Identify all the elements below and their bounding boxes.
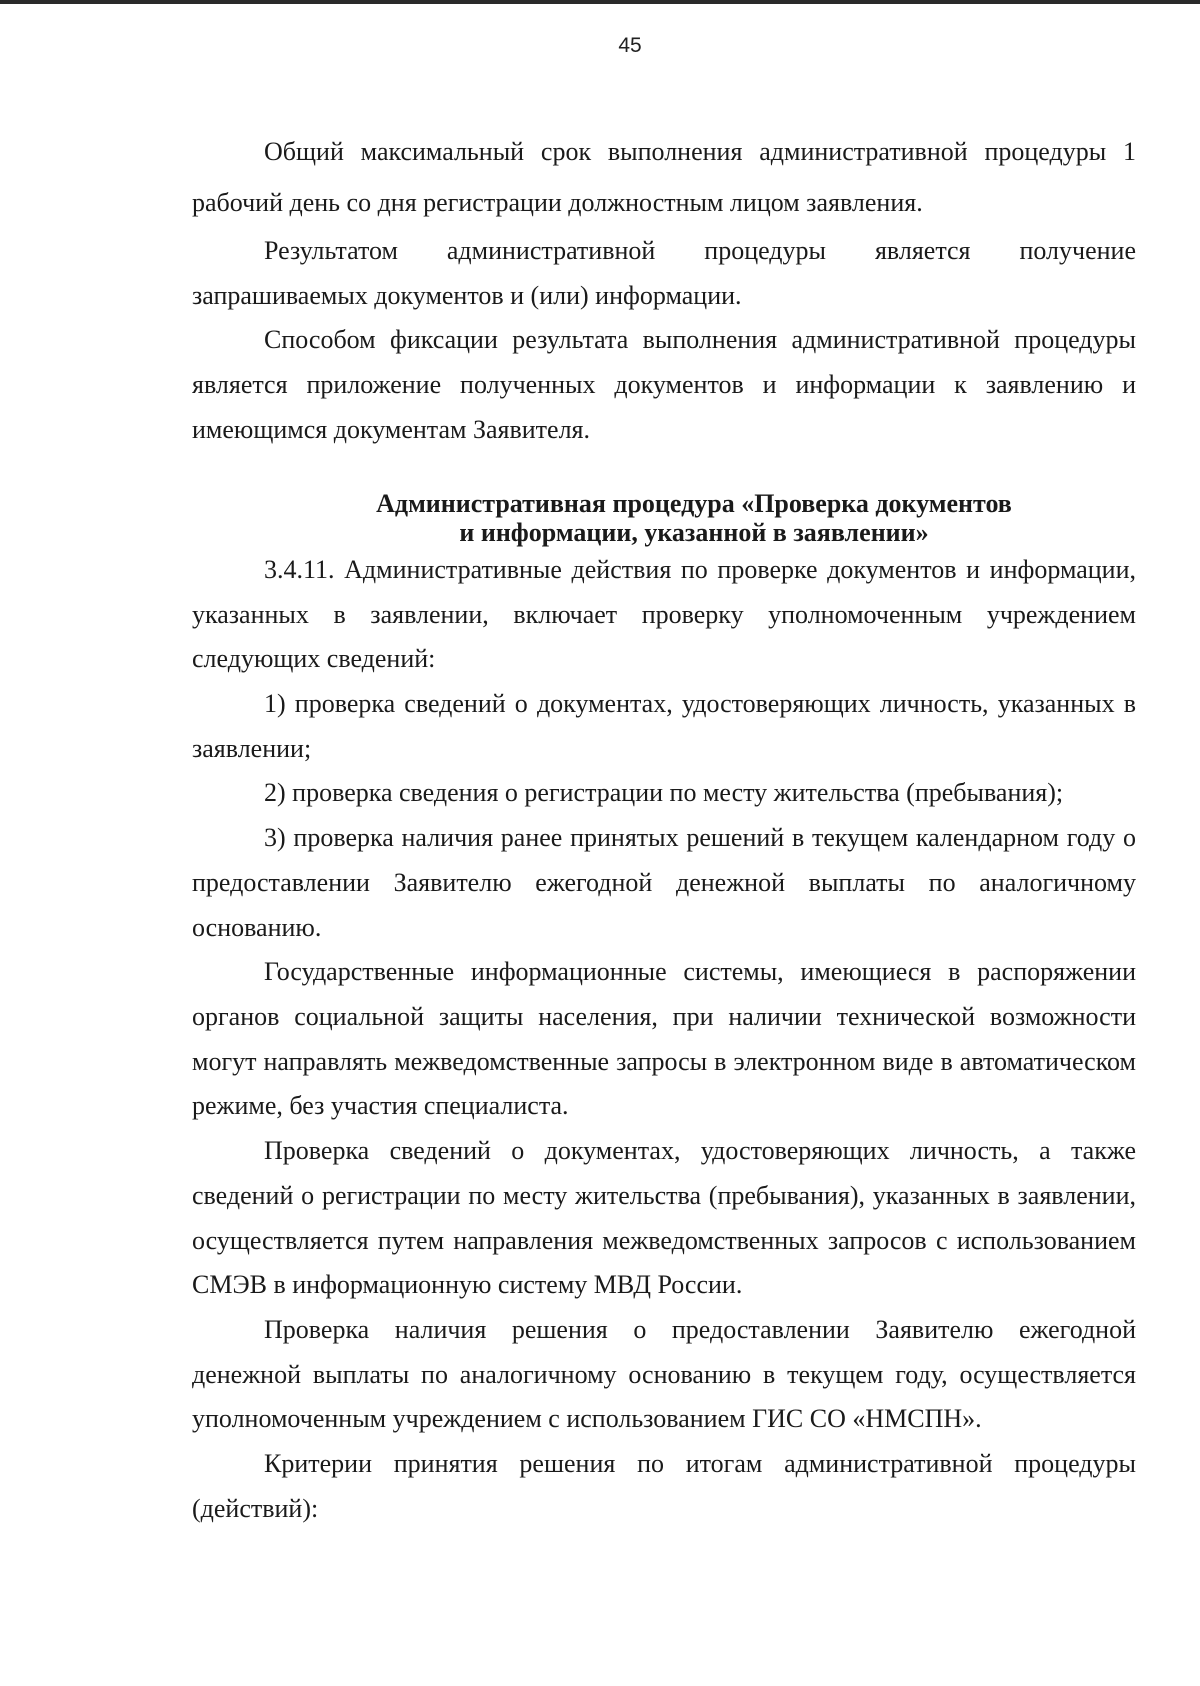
paragraph-fixation-method: Способом фиксации результата выполнения административной процедуры является приложение полученных документов и информации к заявлению и имеющимся документам Заявителя. bbox=[192, 325, 1136, 444]
section-heading-line-1: Административная процедура «Проверка документов bbox=[376, 488, 1012, 518]
paragraph-3-4-11: 3.4.11. Административные действия по проверке документов и информации, указанных в заявлении, включает проверку уполномоченным учреждением следующих сведений: bbox=[192, 554, 1136, 674]
section-heading bbox=[192, 489, 1136, 548]
paragraph-decision-check: Проверка наличия решения о предоставлении Заявителю ежегодной денежной выплаты по аналогичному основанию в текущем году, осуществляется уполномоченным учреждением с использованием ГИС СО «НМСПН». bbox=[192, 1315, 1136, 1434]
document-body bbox=[192, 126, 1136, 1532]
paragraph-gis-systems: Государственные информационные системы, имеющиеся в распоряжении органов социальной защиты населения, при наличии технической возможности могут направлять межведомственные запросы в электронном виде в автоматическом режиме, без участия специалиста. bbox=[192, 957, 1136, 1121]
section-heading-line-2: и информации, указанной в заявлении» bbox=[459, 518, 929, 548]
list-item-1: 1) проверка сведений о документах, удостоверяющих личность, указанных в заявлении; bbox=[192, 688, 1136, 763]
paragraph-max-term: Общий максимальный срок выполнения административной процедуры 1 рабочий день со дня регистрации должностным лицом заявления. bbox=[192, 137, 1136, 218]
paragraph-criteria: Критерии принятия решения по итогам административной процедуры (действий): bbox=[192, 1449, 1136, 1523]
paragraph-identity-check: Проверка сведений о документах, удостоверяющих личность, а также сведений о регистрации по месту жительства (пребывания), указанных в заявлении, осуществляется путем направления межведомственных запросов с использованием СМЭВ в информационную систему МВД России. bbox=[192, 1136, 1136, 1300]
paragraph-result: Результатом административной процедуры является получение запрашиваемых документов и (или) информации. bbox=[192, 235, 1136, 310]
page-top-border bbox=[0, 0, 1200, 4]
list-item-3: 3) проверка наличия ранее принятых решений в текущем календарном году о предоставлении Заявителю ежегодной денежной выплаты по аналогичному основанию. bbox=[192, 823, 1136, 942]
page-number: 45 bbox=[618, 34, 642, 57]
list-item-2: 2) проверка сведения о регистрации по месту жительства (пребывания); bbox=[264, 778, 1064, 808]
